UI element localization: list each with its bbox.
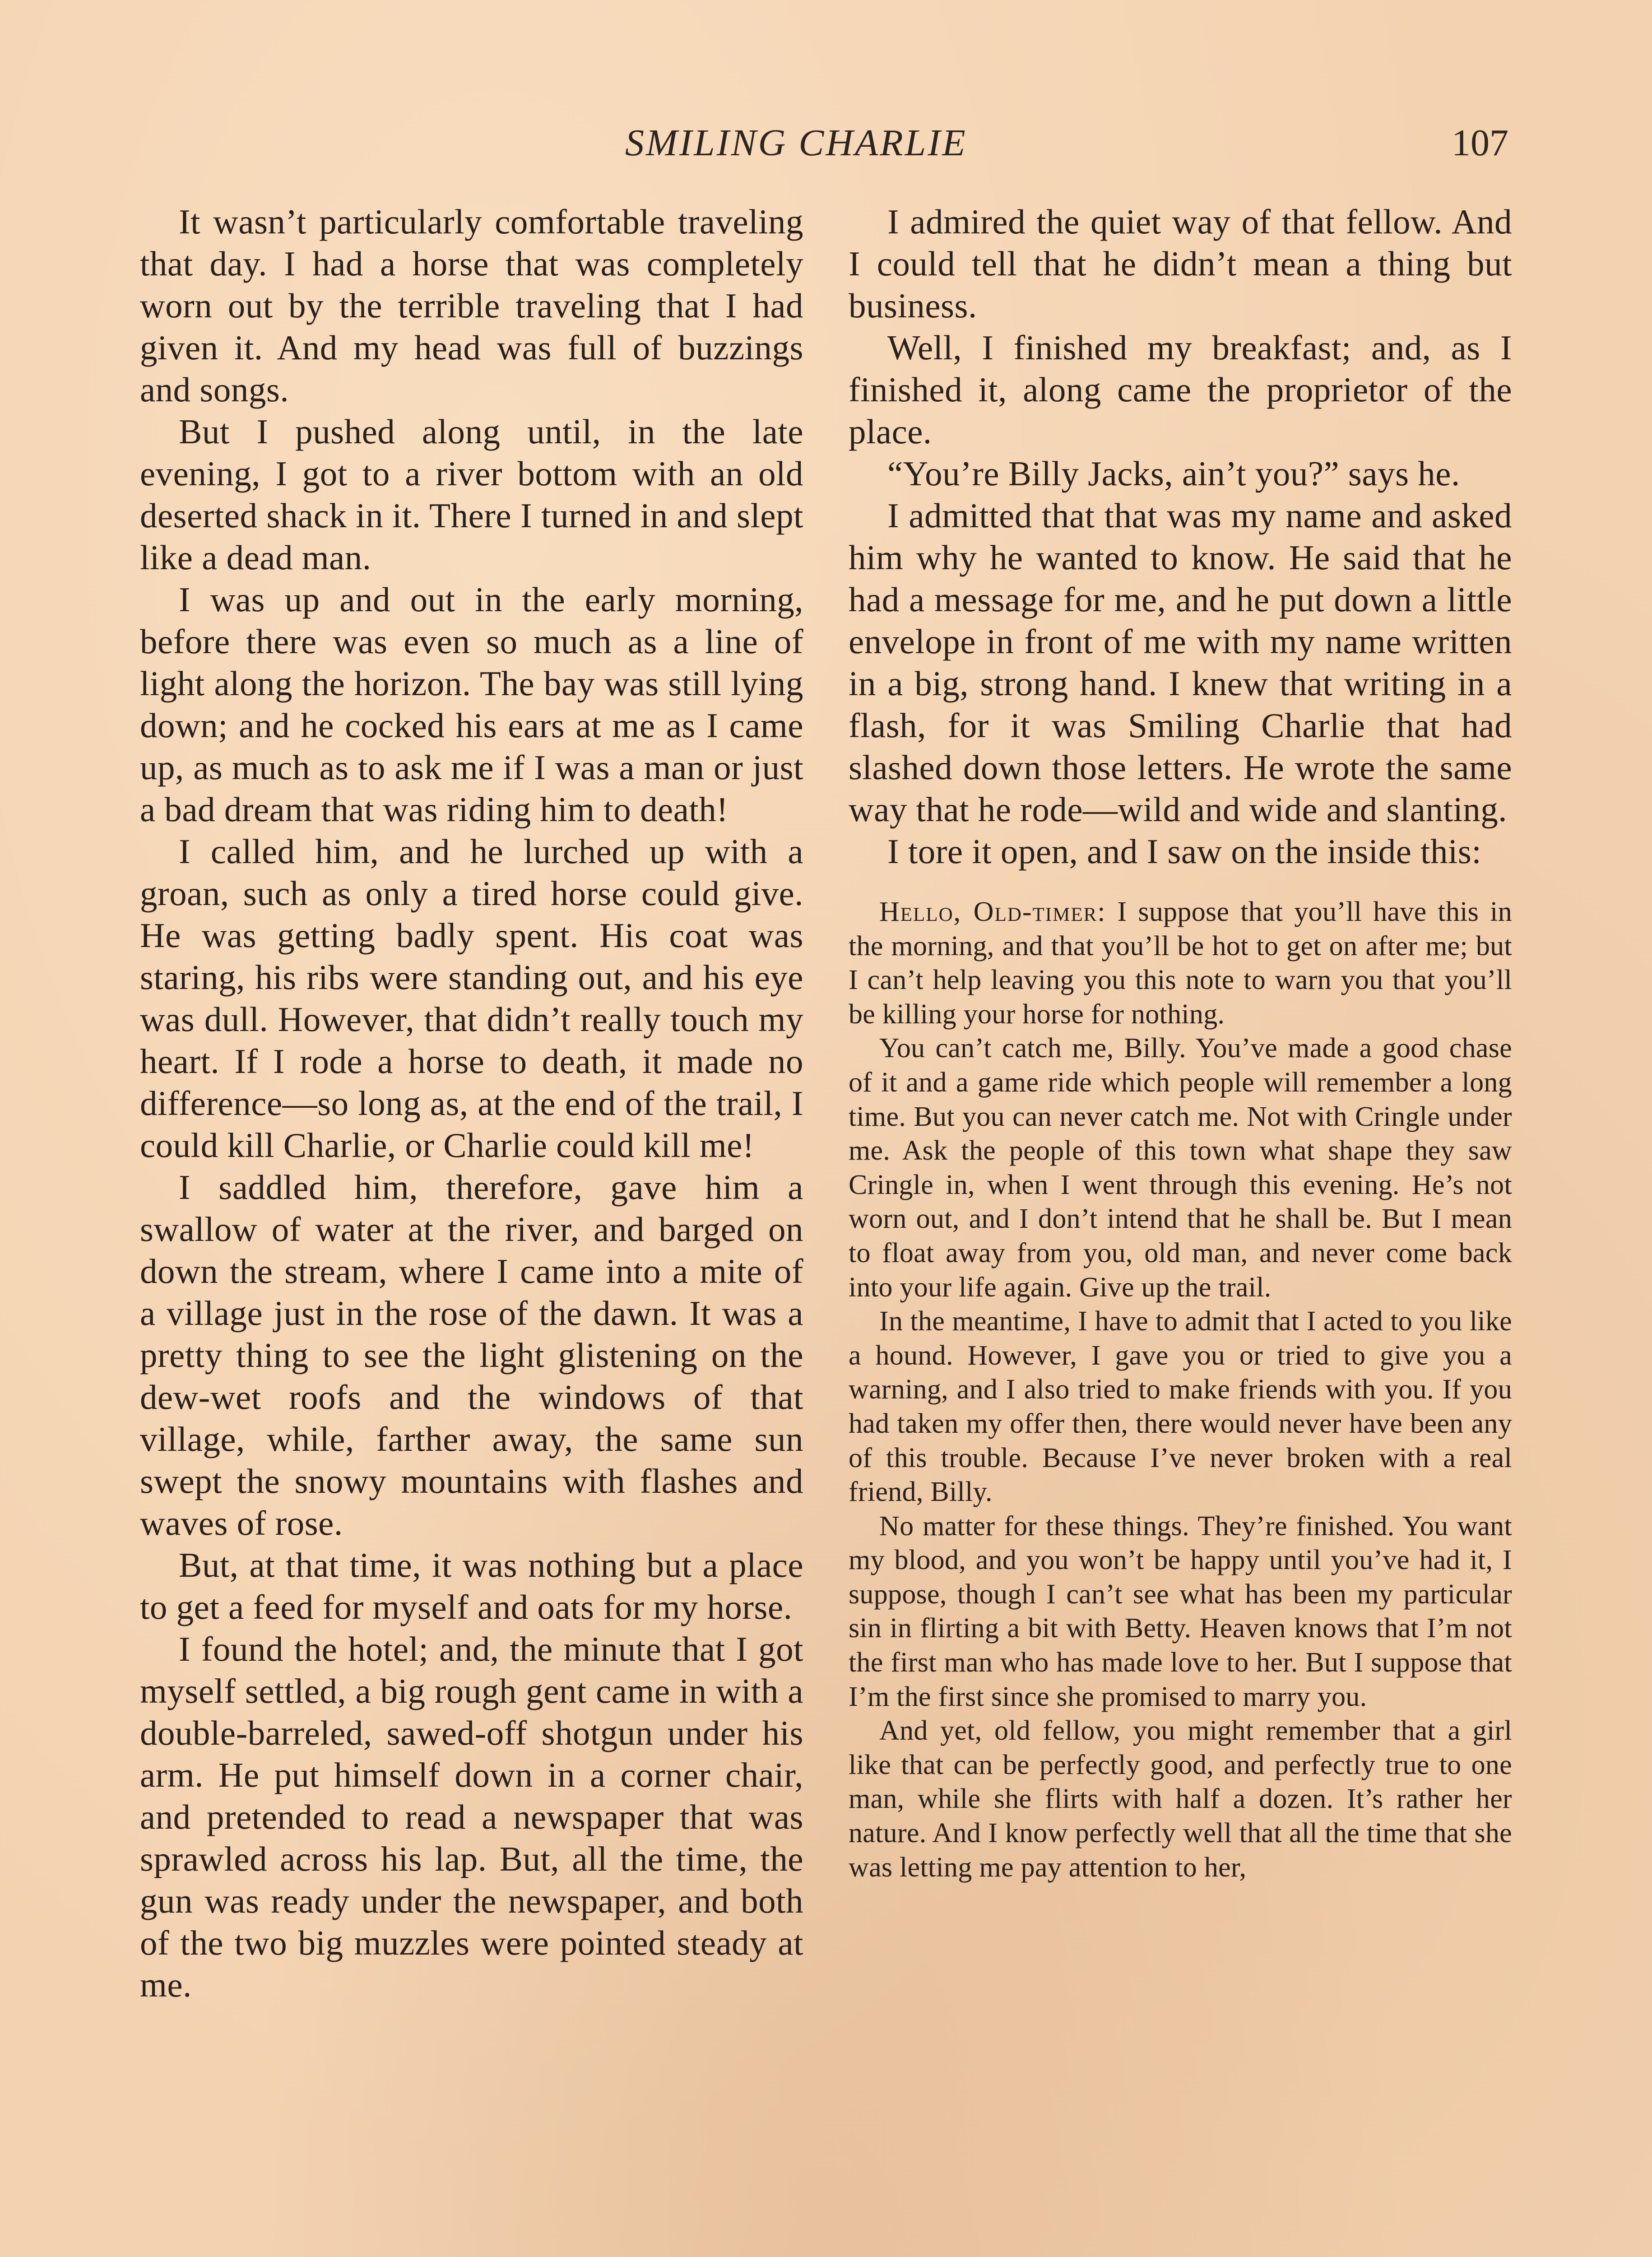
- page-number: 107: [1452, 122, 1508, 164]
- right-column: [849, 201, 1512, 1885]
- paragraph: I called him, and he lurched up with a groan, such as only a tired horse could give. He was getting badly spent. His coat was staring, his ribs were standing out, and his eye was dull. However, that didn’t really touch my heart. If I rode a horse to death, it made no difference—so long as, at the end of the trail, I could kill Charlie, or Charlie could kill me!: [140, 832, 803, 1165]
- paragraph: But I pushed along until, in the late evening, I got to a river bottom with an old deserted shack in it. There I turned in and slept like a dead man.: [140, 412, 803, 577]
- letter-paragraph: No matter for these things. They’re finished. You want my blood, and you won’t be happy until you’ve had it, I suppose, though I can’t see what has been my particular sin in flirting a bit with Betty. Heaven knows that I’m not the first man who has made love to her. But I suppose that I’m the first since she promised to marry you.: [849, 1510, 1512, 1712]
- letter-paragraph: You can’t catch me, Billy. You’ve made a good chase of it and a game ride which people will remember a long time. But you can never catch me. Not with Cringle under me. Ask the people of this town what shape they saw Cringle in, when I went through this evening. He’s not worn out, and I don’t intend that he shall be. But I mean to float away from you, old man, and never come back into your life again. Give up the trail.: [849, 1033, 1512, 1303]
- paragraph: I admitted that that was my name and asked him why he wanted to know. He said that he had a message for me, and he put down a little envelope in front of me with my name written in a big, strong hand. I knew that writing in a flash, for it was Smiling Charlie that had slashed down those letters. He wrote the same way that he rode—wild and wide and slanting.: [849, 496, 1512, 829]
- left-column: [140, 201, 803, 2006]
- paragraph: I tore it open, and I saw on the inside this:: [887, 832, 1482, 871]
- running-title: SMILING CHARLIE: [625, 122, 967, 164]
- paragraph: I admired the quiet way of that fellow. And I could tell that he didn’t mean a thing but business.: [849, 202, 1512, 325]
- paragraph: I saddled him, therefore, gave him a swallow of water at the river, and barged on down the stream, where I came into a mite of a village just in the rose of the dawn. It was a pretty thing to see the light glistening on the dew-wet roofs and the windows of that village, while, farther away, the same sun swept the snowy mountains with flashes and waves of rose.: [140, 1168, 803, 1542]
- letter-paragraph: And yet, old fellow, you might remember that a girl like that can be perfectly good, and perfectly true to one man, while she flirts with half a dozen. It’s rather her nature. And I know perfectly well that all the time that she was letting me pay attention to her,: [849, 1715, 1512, 1883]
- paragraph: “You’re Billy Jacks, ain’t you?” says he.: [887, 454, 1460, 493]
- paragraph: I found the hotel; and, the minute that I got myself settled, a big rough gent came in with a double-barreled, sawed-off shotgun under his arm. He put himself down in a corner chair, and pretended to read a newspaper that was sprawled across his lap. But, all the time, the gun was ready under the newspaper, and both of the two big muzzles were pointed steady at me.: [140, 1630, 803, 2004]
- letter-paragraph: In the meantime, I have to admit that I acted to you like a hound. However, I gave you or tried to give you a warning, and I also tried to make friends with you. If you had taken my offer then, there would never have been any of this trouble. Because I’ve never broken with a real friend, Billy.: [849, 1306, 1512, 1508]
- paragraph: Well, I finished my breakfast; and, as I finished it, along came the proprietor of the place.: [849, 328, 1512, 451]
- letter-opening-text: I suppose that you’ll have this in the morning, and that you’ll be hot to get on after me; but I can’t help leaving you this note to warn you that you’ll be killing your horse for nothing.: [849, 896, 1513, 1030]
- paragraph: But, at that time, it was nothing but a place to get a feed for myself and oats for my horse.: [140, 1546, 803, 1626]
- letter-block: [849, 895, 1512, 1885]
- letter-salutation: Hello, Old-timer:: [879, 896, 1106, 927]
- letter-paragraph: [849, 895, 1512, 1031]
- paragraph: It wasn’t particularly comfortable traveling that day. I had a horse that was completely worn out by the terrible traveling that I had given it. And my head was full of buzzings and songs.: [140, 202, 803, 409]
- paragraph: I was up and out in the early morning, before there was even so much as a line of light along the horizon. The bay was still lying down; and he cocked his ears at me as I came up, as much as to ask me if I was a man or just a bad dream that was riding him to death!: [140, 580, 803, 829]
